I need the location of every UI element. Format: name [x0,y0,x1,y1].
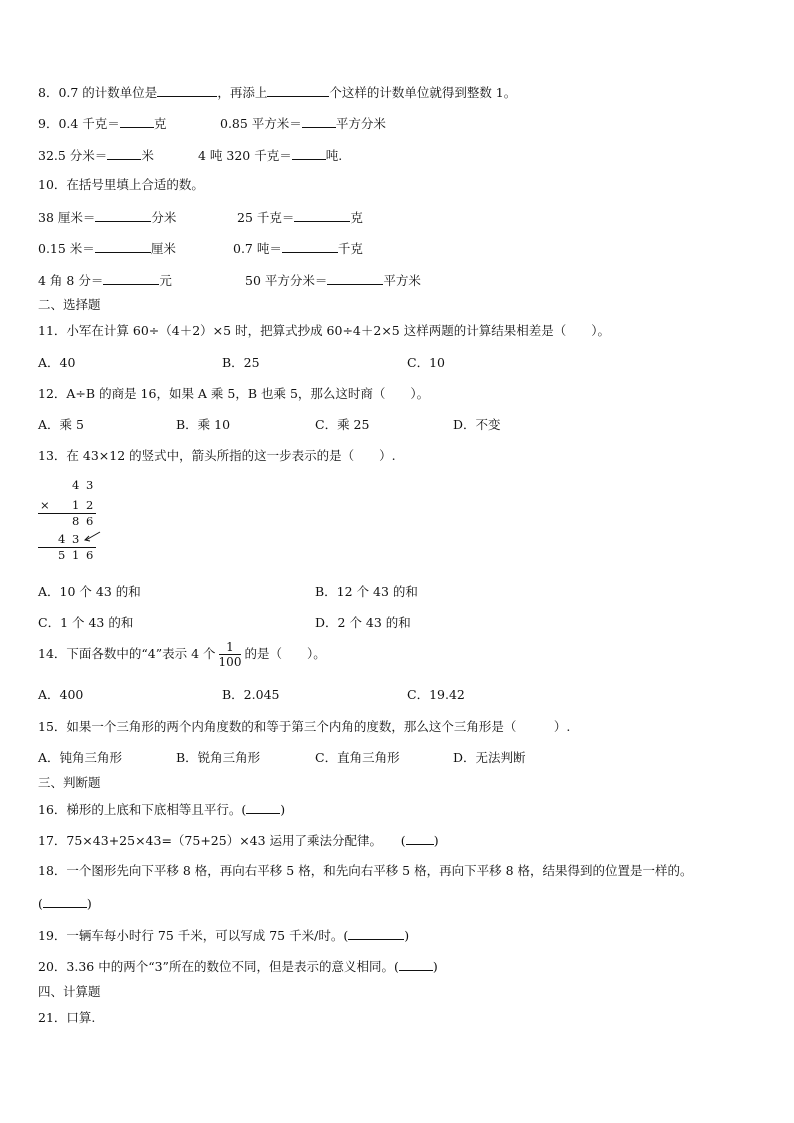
q9-d1: 4 吨 320 千克＝ [198,148,292,163]
q14-text-pre: 14．下面各数中的“4”表示 4 个 [38,646,216,661]
digit: 1 [72,498,80,512]
digit: 1 [72,548,80,562]
q12-option-c[interactable]: C．乘 25 [315,417,370,432]
q14-option-a[interactable]: A．400 [38,687,84,702]
question-21: 21．口算. [38,1010,96,1025]
q20-paren-close: ) [432,959,438,974]
question-9-row-1b [220,115,386,132]
question-10-title: 10．在括号里填上合适的数。 [38,177,204,192]
section-heading-judge: 三、判断题 [38,775,101,790]
q10-row-1a [38,209,176,226]
question-18-answer [38,895,92,912]
q19-paren-close: ) [404,928,410,943]
answer-blank[interactable] [292,147,326,160]
q10-e2: 元 [159,273,172,288]
answer-blank[interactable] [294,209,350,222]
q9-b1: 0.85 平方米＝ [220,116,302,131]
q9-d2: 吨. [325,148,343,163]
arrow-icon [82,530,102,544]
section-heading-choice: 二、选择题 [38,297,101,312]
question-9-row-2 [38,147,154,164]
q8-text-b: ，再添上 [217,85,268,100]
q15-option-b[interactable]: B．锐角三角形 [176,750,261,765]
q13-option-c[interactable]: C．1 个 43 的和 [38,615,134,630]
digit: 8 [72,514,80,528]
answer-blank[interactable] [302,115,336,128]
q12-option-a[interactable]: A．乘 5 [38,417,84,432]
q10-row-2a [38,240,176,257]
answer-blank[interactable] [246,801,280,814]
q13-option-a[interactable]: A．10 个 43 的和 [38,584,141,599]
digit: 3 [72,532,80,546]
digit: 2 [86,498,94,512]
question-13: 13．在 43×12 的竖式中，箭头所指的这一步表示的是（ ）. [38,448,396,463]
q10-e1: 4 角 8 分＝ [38,273,104,288]
q15-option-a[interactable]: A．钝角三角形 [38,750,123,765]
q10-b2: 克 [350,210,363,225]
digit: 3 [86,478,94,492]
q8-text-a: 8．0.7 的计数单位是 [38,85,158,100]
q10-d2: 千克 [337,241,363,256]
q10-c1: 0.15 米＝ [38,241,95,256]
question-8 [38,84,516,101]
answer-blank[interactable] [348,927,404,940]
q17-paren-close: ) [433,833,439,848]
q13-option-b[interactable]: B．12 个 43 的和 [315,584,418,599]
answer-blank[interactable] [95,209,151,222]
q16-paren-close: ) [280,802,286,817]
q10-row-3a [38,272,172,289]
question-16 [38,801,285,818]
q10-d1: 0.7 吨＝ [233,241,282,256]
q18-paren-open: ( [38,896,43,911]
vertical-multiplication [38,478,108,568]
question-9-row-2b [198,147,342,164]
answer-blank[interactable] [103,272,159,285]
q10-f1: 50 平方分米＝ [245,273,328,288]
q8-text-c: 个这样的计数单位就得到整数 1。 [329,85,517,100]
q10-f2: 平方米 [383,273,421,288]
q12-option-b[interactable]: B．乘 10 [176,417,231,432]
fraction [219,640,242,669]
question-15: 15．如果一个三角形的两个内角度数的和等于第三个内角的度数，那么这个三角形是（ ）. [38,719,571,734]
q12-option-d[interactable]: D．不变 [453,417,501,432]
q11-option-c[interactable]: C．10 [407,355,445,370]
q15-option-d[interactable]: D．无法判断 [453,750,526,765]
q10-row-1b [237,209,363,226]
digit: 6 [86,514,94,528]
q14-text-post: 的是（ ）。 [244,646,326,661]
answer-blank[interactable] [95,240,151,253]
q11-option-b[interactable]: B．25 [222,355,260,370]
q15-option-c[interactable]: C．直角三角形 [315,750,400,765]
answer-blank[interactable] [282,240,338,253]
question-18: 18．一个图形先向下平移 8 格，再向右平移 5 格，和先向右平移 5 格，再向下平移 8 格，结果得到的位置是一样的。 [38,863,693,878]
q17-text: 17．75×43+25×43=（75+25）×43 运用了乘法分配律。 ( [38,833,406,848]
digit: 4 [58,532,66,546]
q10-c2: 厘米 [150,241,176,256]
q18-paren-close: ) [86,896,92,911]
q9-b2: 平方分米 [335,116,386,131]
q10-a1: 38 厘米＝ [38,210,96,225]
answer-blank[interactable] [327,272,383,285]
q14-option-b[interactable]: B．2.045 [222,687,280,702]
q9-a1: 9．0.4 千克＝ [38,116,120,131]
digit: 6 [86,548,94,562]
section-heading-calc: 四、计算题 [38,984,101,999]
digit: 4 [72,478,80,492]
digit: 5 [58,548,66,562]
fraction-numerator: 1 [226,640,234,654]
question-20 [38,958,438,975]
answer-blank[interactable] [267,84,329,97]
question-14 [38,638,326,670]
question-12: 12．A÷B 的商是 16，如果 A 乘 5，B 也乘 5，那么这时商（ ）。 [38,386,430,401]
q10-row-3b [245,272,421,289]
answer-blank[interactable] [107,147,141,160]
answer-blank[interactable] [406,832,434,845]
question-17 [38,832,439,849]
question-9-row-1 [38,115,166,132]
answer-blank[interactable] [43,895,87,908]
q13-option-d[interactable]: D．2 个 43 的和 [315,615,411,630]
q11-option-a[interactable]: A．40 [38,355,76,370]
q20-text: 20．3.36 中的两个“3”所在的数位不同，但是表示的意义相同。( [38,959,399,974]
q9-a2: 克 [153,116,167,131]
q9-c1: 32.5 分米＝ [38,148,108,163]
q10-row-2b [233,240,363,257]
q16-text: 16．梯形的上底和下底相等且平行。( [38,802,247,817]
q9-c2: 米 [141,148,154,163]
question-19 [38,927,409,944]
q19-text: 19．一辆车每小时行 75 千米，可以写成 75 千米/时。( [38,928,349,943]
answer-blank[interactable] [399,958,433,971]
answer-blank[interactable] [120,115,154,128]
answer-blank[interactable] [157,84,217,97]
q10-b1: 25 千克＝ [237,210,295,225]
question-11: 11．小军在计算 60÷（4＋2）×5 时，把算式抄成 60÷4＋2×5 这样两题的计算结果相差是（ ）。 [38,323,610,338]
times-sign: × [40,498,50,512]
q14-option-c[interactable]: C．19.42 [407,687,465,702]
q10-a2: 分米 [151,210,177,225]
fraction-denominator: 100 [218,655,242,669]
